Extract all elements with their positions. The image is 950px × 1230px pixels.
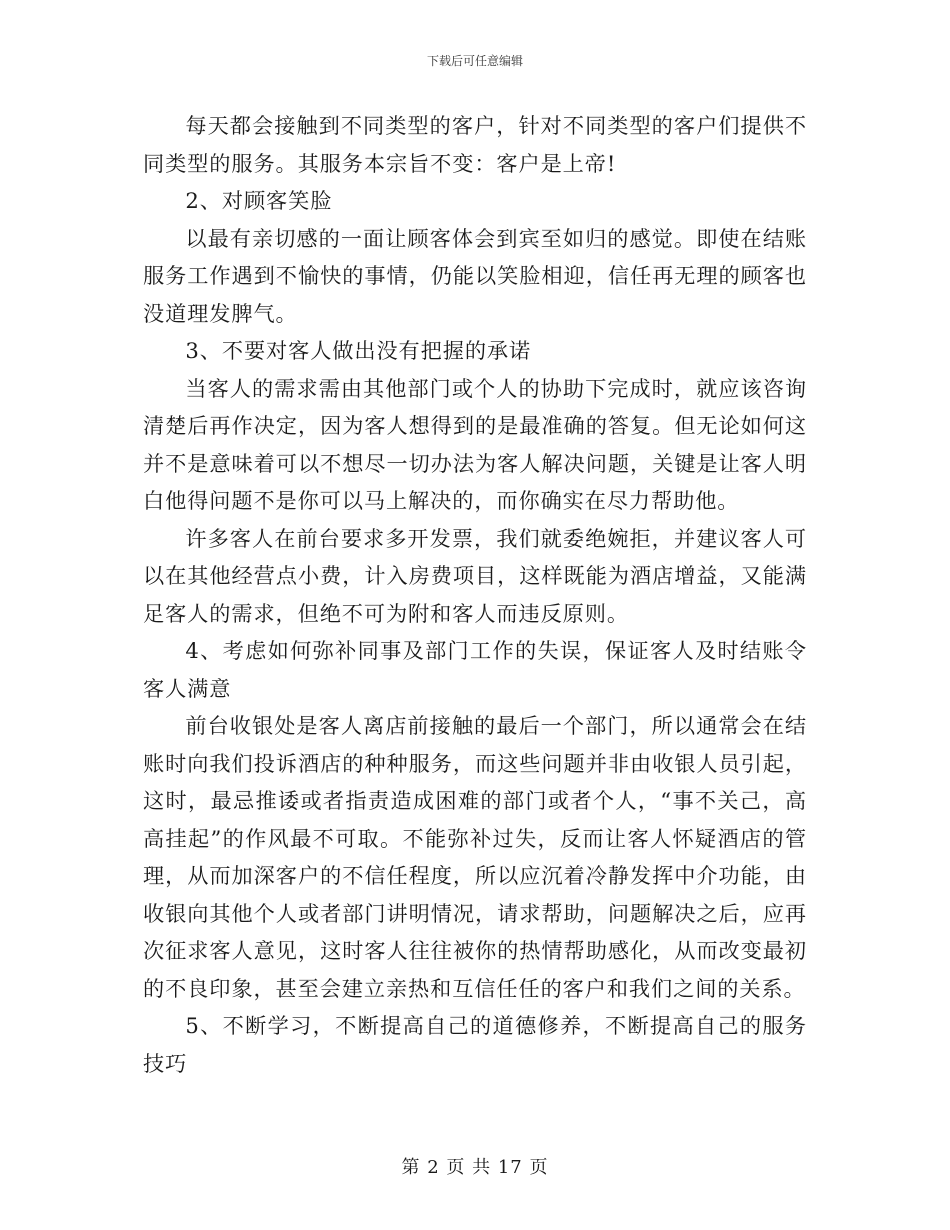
page-footer: 第 2 页 共 17 页 — [401, 1157, 549, 1178]
paragraph: 当客人的需求需由其他部门或个人的协助下完成时，就应该咨询清楚后再作决定，因为客人想得到的是最准确的答复。但无论如何这并不是意味着可以不想尽一切办法为客人解决问题，关键是让客人明白他得问题不是你可以马上解决的，而你确实在尽力帮助他。 — [143, 375, 807, 513]
paragraph: 前台收银处是客人离店前接触的最后一个部门，所以通常会在结账时向我们投诉酒店的种种服务，而这些问题并非由收银人员引起，这时，最忌推诿或者指责造成困难的部门或者个人，“事不关己，高高挂起”的作风最不可取。不能弥补过失，反而让客人怀疑酒店的管理，从而加深客户的不信任程度，所以应沉着冷静发挥中介功能，由收银向其他个人或者部门讲明情况，请求帮助，问题解决之后，应再次征求客人意见，这时客人往往被你的热情帮助感化，从而改变最初的不良印象，甚至会建立亲热和互信任任的客户和我们之间的关系。 — [143, 713, 807, 1001]
page-header: 下载后可任意编辑 — [426, 54, 523, 68]
paragraph: 以最有亲切感的一面让顾客体会到宾至如归的感觉。即使在结账服务工作遇到不愉快的事情，仍能以笑脸相迎，信任再无理的顾客也没道理发脾气。 — [143, 225, 807, 326]
section-heading: 2、对顾客笑脸 — [185, 188, 333, 213]
paragraph: 每天都会接触到不同类型的客户，针对不同类型的客户们提供不同类型的服务。其服务本宗旨不变：客户是上帝! — [143, 113, 807, 176]
paragraph: 许多客人在前台要求多开发票，我们就委绝婉拒，并建议客人可以在其他经营点小费，计入房费项目，这样既能为酒店增益，又能满足客人的需求，但绝不可为附和客人而违反原则。 — [143, 525, 807, 626]
section-heading: 4、考虑如何弥补同事及部门工作的失误，保证客人及时结账令客人满意 — [143, 638, 807, 701]
section-heading: 3、不要对客人做出没有把握的承诺 — [185, 338, 532, 363]
document-body — [143, 107, 807, 1082]
section-heading: 5、不断学习，不断提高自己的道德修养，不断提高自己的服务技巧 — [143, 1013, 807, 1076]
